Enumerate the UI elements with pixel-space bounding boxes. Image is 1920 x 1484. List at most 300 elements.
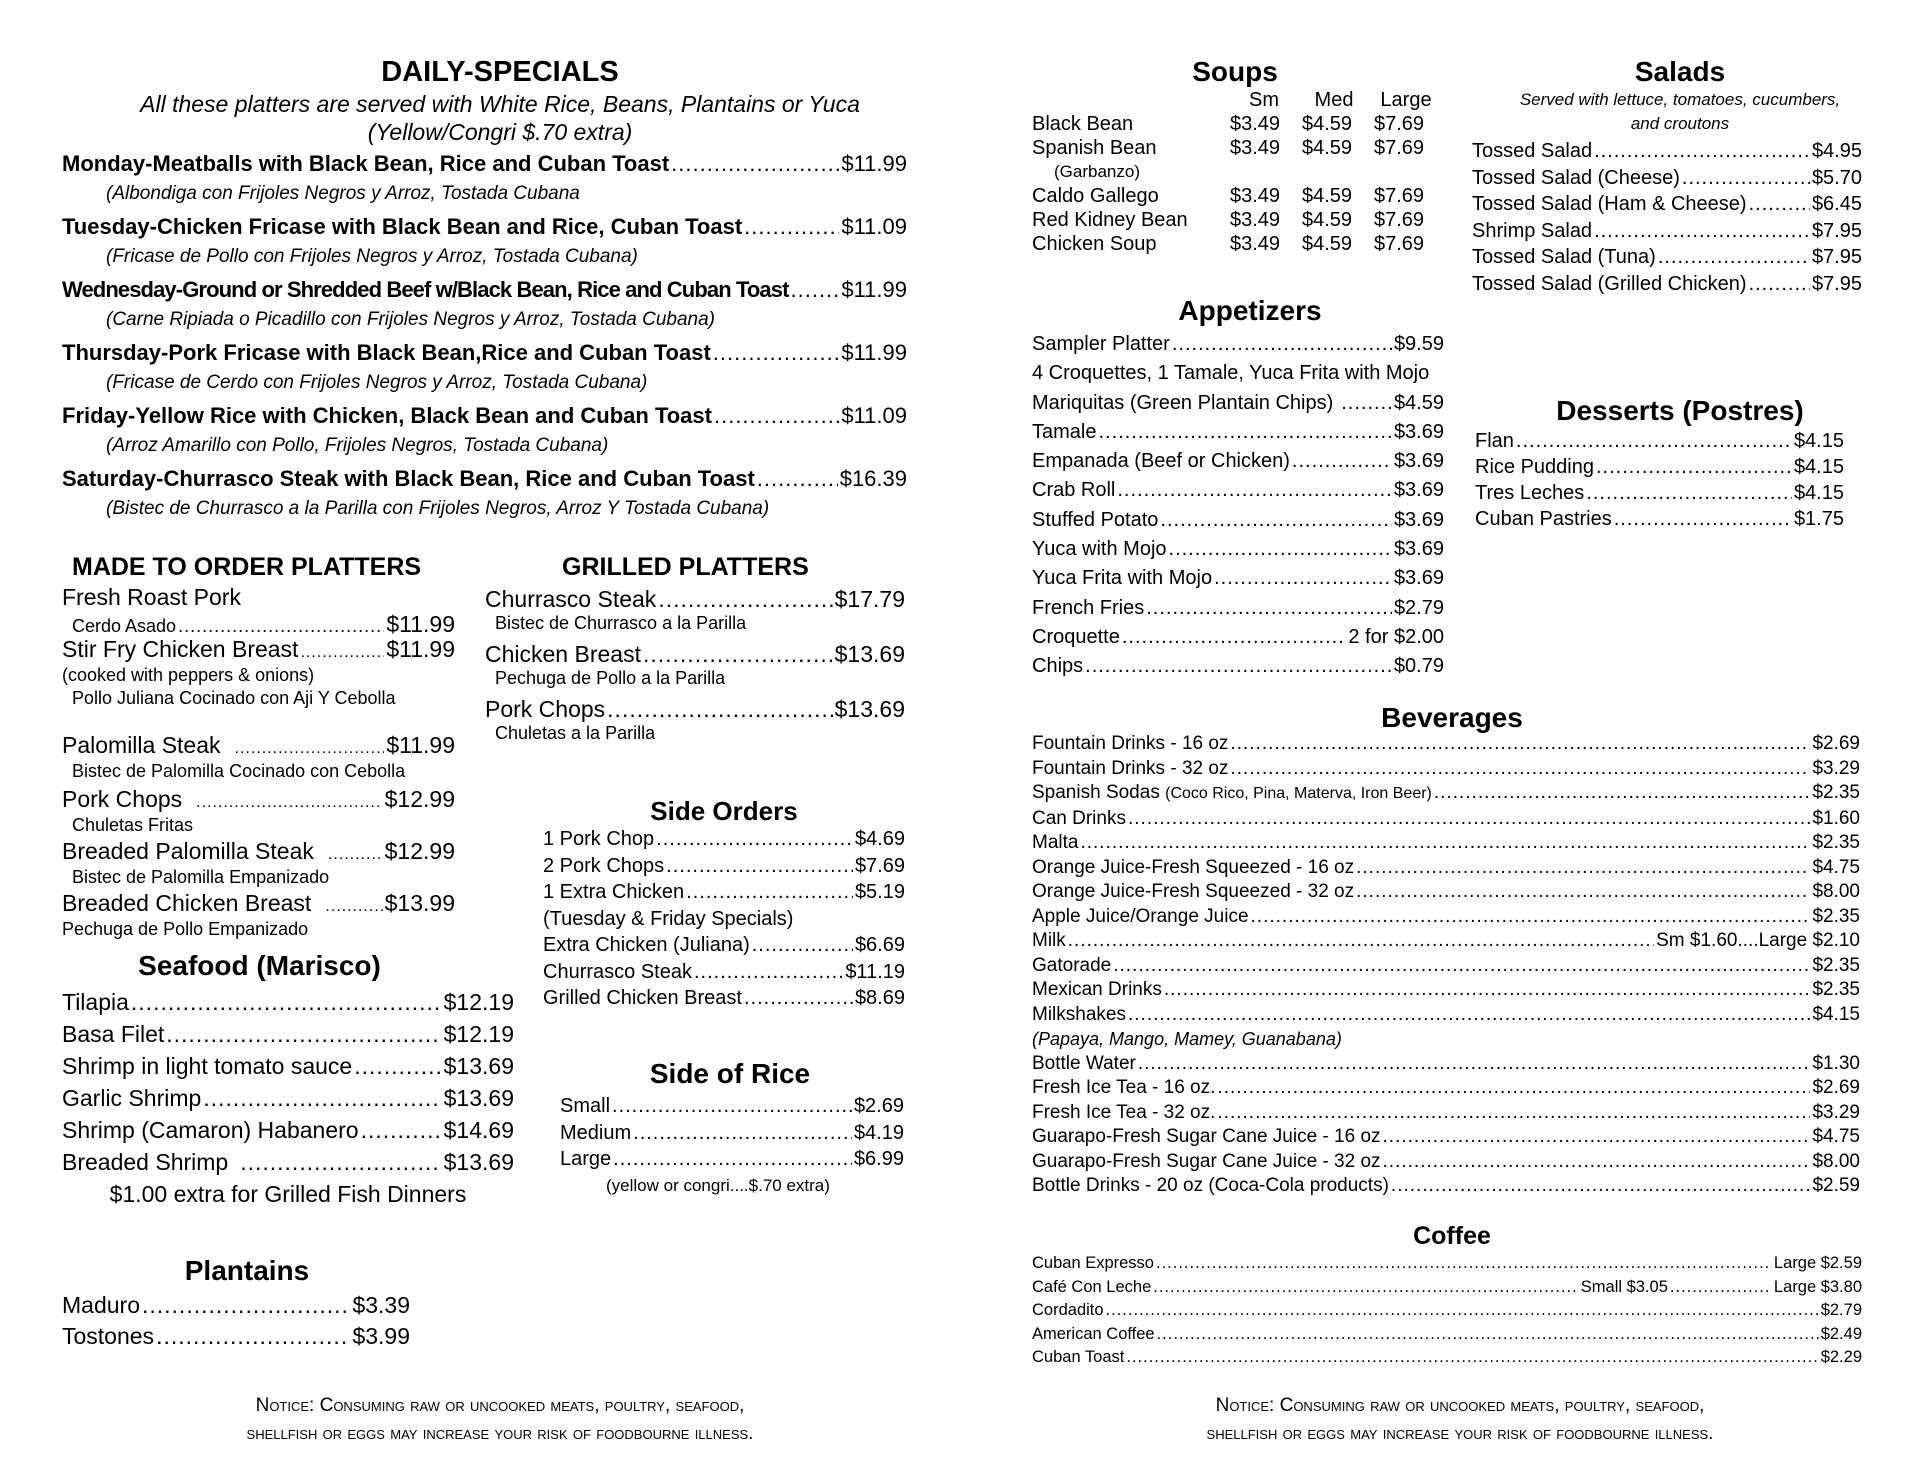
day-label: Friday: [62, 403, 129, 428]
item-name: Shrimp Salad: [1472, 219, 1593, 242]
price-sm: $3.49: [1230, 113, 1281, 135]
price: $3.69: [1393, 567, 1444, 590]
item-name: Breaded Shrimp: [62, 1149, 229, 1175]
beverage-item: [1032, 905, 1860, 930]
salads-sub-2: and croutons: [1630, 114, 1730, 133]
coffee-item: [1032, 1299, 1862, 1323]
daily-item-wednesday: Wednesday-Ground or Shredded Beef w/Black Bean, Rice and Cuban Toast ..... $11.99 (Carne Ripiada o Picadillo con Frijoles Negros y Arroz, Tostada Cubana): [62, 277, 907, 340]
beverage-item: [1032, 831, 1860, 856]
price: $2.79: [1820, 1301, 1862, 1319]
soup-row: [1032, 232, 1452, 256]
spanish-description: (Fricase de Pollo con Frijoles Negros y Arroz, Tostada Cubana): [106, 246, 638, 267]
price: $2.49: [1820, 1324, 1862, 1343]
grilled-item: [485, 586, 905, 641]
price: $1.30: [1812, 1052, 1860, 1074]
rice-item: [560, 1093, 904, 1120]
item-name: Palomilla Steak: [62, 732, 221, 758]
item-name: Gatorade: [1032, 954, 1112, 976]
seafood-item: [62, 1018, 514, 1050]
item-name: Spanish Sodas: [1032, 782, 1160, 803]
item-name: Café Con Leche: [1032, 1277, 1152, 1296]
beverage-item: [1032, 856, 1860, 881]
dish-name: Pork Fricase with Black Bean,Rice and Cuban Toast: [168, 340, 711, 365]
beverage-item: [1032, 1076, 1860, 1101]
item-name: Fountain Drinks - 32 oz: [1032, 757, 1229, 779]
day-label: Monday: [62, 151, 146, 176]
item-name: Chips: [1032, 655, 1084, 678]
dessert-item: [1475, 480, 1844, 506]
item-name: Yuca with Mojo: [1032, 538, 1167, 561]
beverage-item: [1032, 807, 1860, 832]
item-name: Fresh Roast Pork: [62, 584, 241, 610]
price: $4.15: [1793, 430, 1844, 452]
item-name: Pork Chops: [62, 786, 183, 812]
side-item: [543, 879, 905, 906]
beverage-item: [1032, 1150, 1860, 1175]
item-spanish: Pollo Juliana Cocinado con Aji Y Cebolla: [72, 688, 396, 708]
salads-sub-1: Served with lettuce, tomatoes, cucumbers,: [1519, 90, 1841, 109]
notice-line-1: Notice: Consuming raw or uncooked meats, poultry, seafood,: [1215, 1395, 1705, 1416]
price: $3.39: [352, 1292, 410, 1318]
dish-name: Churrasco Steak with Black Bean, Rice and Cuban Toast: [163, 466, 755, 491]
price-large: $7.69: [1374, 233, 1425, 255]
coffee-item: [1032, 1276, 1862, 1300]
price: $13.99: [384, 890, 455, 916]
price-large: $7.69: [1374, 113, 1425, 135]
item-name: Guarapo-Fresh Sugar Cane Juice - 32 oz: [1032, 1150, 1381, 1172]
seafood-note: $1.00 extra for Grilled Fish Dinners: [109, 1181, 467, 1207]
plantain-item: [62, 1321, 410, 1352]
price: $8.69: [854, 987, 905, 1009]
item-name: Croquette: [1032, 625, 1120, 648]
seafood-item: [62, 986, 514, 1018]
beverage-item: [1032, 732, 1860, 757]
soup-name: Chicken Soup: [1032, 233, 1157, 255]
notice-line-2: shellfish or eggs may increase your risk of foodbourne illness.: [1206, 1423, 1714, 1444]
price: $4.75: [1812, 856, 1860, 878]
item-name: Rice Pudding: [1475, 456, 1594, 478]
price-small: Small $3.05: [1580, 1277, 1668, 1296]
seafood-list: [62, 986, 514, 1210]
price: $2.59: [1812, 1175, 1860, 1196]
soups-table: [1032, 88, 1452, 256]
salad-item: [1472, 191, 1862, 218]
item-name: Cuban Pastries: [1475, 508, 1612, 530]
price: $6.69: [854, 934, 905, 956]
item-spanish: Cerdo Asado: [72, 616, 177, 636]
seafood-item: [62, 1146, 514, 1178]
salads-list: [1472, 138, 1862, 297]
item-name: American Coffee: [1032, 1324, 1155, 1343]
price: $2.35: [1812, 905, 1860, 927]
price-large: $7.69: [1374, 209, 1425, 231]
item-name: Flan: [1475, 430, 1514, 452]
appetizer-item: [1032, 535, 1444, 564]
item-name: Mariquitas (Green Plantain Chips): [1032, 391, 1334, 414]
item-spanish: Pechuga de Pollo Empanizado: [62, 919, 309, 939]
day-label: Wednesday: [62, 277, 176, 302]
price: $13.69: [834, 696, 905, 722]
soups-header: [1032, 88, 1452, 112]
item-name: Apple Juice/Orange Juice: [1032, 905, 1249, 927]
price: $6.99: [853, 1148, 904, 1170]
salad-item: [1472, 218, 1862, 245]
price: $17.79: [834, 586, 905, 612]
price: $12.19: [443, 1021, 514, 1047]
desserts-title: Desserts (Postres): [1556, 395, 1804, 426]
notice-right: [1090, 1392, 1830, 1448]
item-name: Churrasco Steak: [485, 586, 657, 612]
price: $11.99: [386, 636, 455, 662]
side-of-rice-title: Side of Rice: [649, 1058, 811, 1089]
price-sm: $3.49: [1230, 233, 1281, 255]
price: $4.19: [853, 1121, 904, 1144]
price: $13.69: [443, 1149, 514, 1175]
daily-item-thursday: Thursday-Pork Fricase with Black Bean,Rice and Cuban Toast ..... $11.99 (Fricase de Cerdo con Frijoles Negros y Arroz, Tostada Cubana): [62, 340, 907, 403]
price-med: $4.59: [1302, 137, 1353, 159]
item-name: Extra Chicken (Juliana): [543, 934, 750, 956]
price: $9.59: [1393, 333, 1444, 355]
price: $3.99: [352, 1323, 410, 1349]
soup-name: Caldo Gallego: [1032, 185, 1159, 207]
item-name: Guarapo-Fresh Sugar Cane Juice - 16 oz: [1032, 1126, 1381, 1147]
item-name: Fountain Drinks - 16 oz: [1032, 733, 1229, 754]
price: $4.15: [1812, 1003, 1860, 1025]
appetizers-list: [1032, 330, 1452, 682]
price: $12.99: [384, 786, 455, 812]
item-spanish: Chuletas Fritas: [72, 815, 194, 835]
item-name: Tossed Salad (Tuna): [1472, 246, 1656, 268]
appetizer-item: [1032, 594, 1444, 623]
item-spanish: Bistec de Palomilla Empanizado: [72, 867, 330, 887]
item-name: French Fries: [1032, 596, 1145, 619]
made-item: [62, 786, 455, 838]
price: $4.15: [1793, 456, 1844, 478]
soup-row: [1032, 112, 1452, 136]
beverage-item: [1032, 1174, 1860, 1199]
item-name: Orange Juice-Fresh Squeezed - 16 oz: [1032, 856, 1355, 878]
item-name: Medium: [560, 1121, 632, 1144]
item-name: 2 Pork Chops: [543, 854, 665, 877]
daily-item-tuesday: Tuesday-Chicken Fricase with Black Bean and Rice, Cuban Toast ..... $11.09 (Fricase de Pollo con Frijoles Negros y Arroz, Tostada Cubana): [62, 214, 907, 277]
rice-note: (yellow or congri....$.70 extra): [606, 1175, 830, 1195]
price: $2.79: [1393, 596, 1444, 619]
price: $3.69: [1393, 420, 1444, 443]
price: $4.15: [1793, 482, 1844, 504]
soup-sub: (Garbanzo): [1054, 162, 1140, 181]
item-name: Empanada (Beef or Chicken): [1032, 450, 1290, 473]
item-spanish: Chuletas a la Parilla: [495, 723, 656, 743]
item-name: Tres Leches: [1475, 482, 1585, 504]
item-name: Can Drinks: [1032, 807, 1126, 829]
price: $3.69: [1393, 538, 1444, 561]
beverage-item: [1032, 880, 1860, 905]
grilled-platters-list: [485, 586, 905, 751]
price: $11.99: [386, 732, 455, 758]
rice-item: [560, 1120, 904, 1147]
made-item: [62, 584, 455, 636]
spanish-description: (Fricase de Cerdo con Frijoles Negros y Arroz, Tostada Cubana): [106, 372, 648, 393]
side-item: [543, 959, 905, 986]
daily-item-saturday: Saturday-Churrasco Steak with Black Bean, Rice and Cuban Toast ..... $16.39 (Bistec de Churrasco a la Parilla con Frijoles Negros, Arroz Y Tostada Cubana): [62, 466, 907, 529]
item-name: Tossed Salad (Grilled Chicken): [1472, 272, 1747, 295]
price: $2.35: [1812, 782, 1860, 803]
header-large: Large: [1380, 89, 1432, 111]
item-name: Fresh Ice Tea - 32 oz.: [1032, 1101, 1216, 1123]
appetizer-item: [1032, 389, 1444, 418]
item-name: Sampler Platter: [1032, 333, 1170, 355]
price: $8.00: [1812, 881, 1860, 902]
item-name: Stir Fry Chicken Breast: [62, 636, 299, 662]
notice-line-1: Notice: Consuming raw or uncooked meats, poultry, seafood,: [255, 1395, 745, 1416]
made-item: [62, 838, 455, 890]
soup-row: [1032, 184, 1452, 208]
price: 2 for $2.00: [1348, 625, 1444, 648]
plantains-list: [62, 1290, 410, 1352]
price: $16.39: [839, 466, 907, 491]
side-item: [543, 826, 905, 853]
dish-name: Ground or Shredded Beef w/Black Bean, Rice and Cuban Toast: [182, 277, 789, 302]
price: $7.95: [1811, 219, 1862, 242]
price: $3.69: [1393, 479, 1444, 502]
side-orders-list: [543, 826, 905, 1012]
price: $6.45: [1811, 193, 1862, 215]
grilled-item: [485, 696, 905, 751]
price: $2.29: [1820, 1348, 1862, 1366]
seafood-item: [62, 1082, 514, 1114]
spanish-description: (Arroz Amarillo con Pollo, Frijoles Negros, Tostada Cubana): [106, 435, 609, 456]
milkshake-flavors: (Papaya, Mango, Mamey, Guanabana): [1032, 1029, 1342, 1049]
item-name: Cordadito: [1032, 1301, 1104, 1319]
grilled-item: [485, 641, 905, 696]
dessert-item: [1475, 506, 1844, 532]
price-med: $4.59: [1302, 209, 1353, 231]
item-name: 1 Extra Chicken: [543, 881, 685, 903]
price: $11.09: [841, 403, 907, 428]
appetizer-item: [1032, 476, 1444, 505]
day-label: Tuesday: [62, 214, 150, 239]
beverage-item: [1032, 1101, 1860, 1126]
price: $3.29: [1812, 1101, 1860, 1123]
side-of-rice-list: [560, 1093, 904, 1199]
beverages-title: Beverages: [1381, 702, 1523, 733]
price: $2.69: [1812, 733, 1860, 754]
soup-name: Black Bean: [1032, 113, 1134, 135]
item-name: Fresh Ice Tea - 16 oz.: [1032, 1077, 1216, 1098]
price: $2.35: [1812, 832, 1860, 853]
side-item-note: (Tuesday & Friday Specials): [543, 907, 794, 930]
price-sm: $3.49: [1230, 137, 1281, 159]
price-large: $7.69: [1374, 137, 1425, 159]
price: $11.19: [845, 960, 905, 983]
soup-name: Spanish Bean: [1032, 137, 1157, 159]
day-label: Saturday: [62, 466, 157, 491]
daily-item-friday: Friday-Yellow Rice with Chicken, Black Bean and Cuban Toast ..... $11.09 (Arroz Amarillo con Pollo, Frijoles Negros, Tostada Cubana): [62, 403, 907, 466]
price: $5.19: [854, 881, 905, 903]
price: $2.35: [1812, 979, 1860, 1000]
item-name: Bottle Drinks - 20 oz (Coca-Cola products): [1032, 1175, 1389, 1196]
side-item: [543, 932, 905, 959]
item-name: Milk: [1032, 930, 1066, 951]
item-name: Cuban Expresso: [1032, 1254, 1154, 1272]
dish-name: Chicken Fricase with Black Bean and Rice, Cuban Toast: [156, 214, 743, 239]
price: $3.69: [1393, 450, 1444, 473]
item-name: Tossed Salad (Ham & Cheese): [1472, 193, 1747, 215]
price: $11.99: [841, 151, 907, 176]
daily-specials-subtitle: [60, 90, 940, 146]
item-spanish: Bistec de Palomilla Cocinado con Cebolla: [72, 761, 406, 781]
price: $12.19: [443, 989, 514, 1015]
price: $3.69: [1393, 508, 1444, 531]
price: $11.99: [841, 277, 907, 302]
beverage-item: [1032, 978, 1860, 1003]
subtitle-line-1: All these platters are served with White Rice, Beans, Plantains or Yuca: [140, 91, 860, 117]
daily-item-monday: Monday-Meatballs with Black Bean, Rice and Cuban Toast ..... $11.99 (Albondiga con Frijoles Negros y Arroz, Tostada Cubana: [62, 151, 907, 214]
price: $4.75: [1812, 1126, 1860, 1147]
appetizer-item: [1032, 418, 1444, 447]
made-to-order-list: [62, 584, 455, 942]
item-note: (cooked with peppers & onions): [62, 665, 315, 685]
price-med: $4.59: [1302, 185, 1353, 207]
price: $13.69: [834, 641, 905, 667]
item-name: Tossed Salad (Cheese): [1472, 166, 1680, 189]
salads-title: Salads: [1634, 56, 1726, 87]
salad-item: [1472, 165, 1862, 192]
price: $1.75: [1793, 508, 1844, 530]
price: $2.69: [853, 1095, 904, 1117]
item-name: Tilapia: [62, 989, 129, 1015]
coffee-list: [1032, 1252, 1862, 1370]
item-name: Breaded Chicken Breast: [62, 890, 312, 916]
price: $5.70: [1811, 166, 1862, 189]
seafood-item: [62, 1114, 514, 1146]
item-name: Churrasco Steak: [543, 960, 692, 983]
side-orders-title: Side Orders: [650, 796, 798, 826]
beverages-list: [1032, 732, 1860, 1199]
item-name: Cuban Toast: [1032, 1348, 1125, 1366]
item-name: Yuca Frita with Mojo: [1032, 567, 1213, 590]
price: Large $2.59: [1773, 1254, 1862, 1272]
item-detail: (Coco Rico, Pina, Materva, Iron Beer): [1165, 785, 1432, 802]
notice-line-2: shellfish or eggs may increase your risk of foodbourne illness.: [246, 1423, 754, 1444]
item-name: Orange Juice-Fresh Squeezed - 32 oz: [1032, 881, 1355, 902]
seafood-title: Seafood (Marisco): [138, 950, 381, 981]
price: $7.69: [854, 854, 905, 877]
soups-title: Soups: [1192, 56, 1278, 87]
price: $7.95: [1811, 246, 1862, 268]
price: $8.00: [1812, 1150, 1860, 1172]
price: $11.99: [386, 611, 455, 637]
item-name: Breaded Palomilla Steak: [62, 838, 314, 864]
price: $2.35: [1812, 954, 1860, 976]
item-name: Tossed Salad: [1472, 140, 1593, 162]
price: $4.59: [1393, 391, 1444, 414]
dessert-item: [1475, 428, 1844, 454]
item-name: Milkshakes: [1032, 1003, 1126, 1025]
beverage-item: [1032, 954, 1860, 979]
plantain-item: [62, 1290, 410, 1321]
price-large: Large $3.80: [1773, 1277, 1862, 1296]
appetizer-item: [1032, 447, 1444, 476]
price-sm: $3.49: [1230, 185, 1281, 207]
item-spanish: Bistec de Churrasco a la Parilla: [495, 613, 747, 633]
item-name: Shrimp in light tomato sauce: [62, 1053, 353, 1079]
spanish-description: (Bistec de Churrasco a la Parilla con Frijoles Negros, Arroz Y Tostada Cubana): [106, 498, 770, 519]
side-item: [543, 985, 905, 1012]
price-med: $4.59: [1302, 233, 1353, 255]
item-name: Stuffed Potato: [1032, 508, 1159, 531]
item-spanish: Pechuga de Pollo a la Parilla: [495, 668, 726, 688]
item-name: Garlic Shrimp: [62, 1085, 202, 1111]
spanish-description: (Carne Ripiada o Picadillo con Frijoles Negros y Arroz, Tostada Cubana): [106, 309, 715, 330]
price-med: $4.59: [1302, 113, 1353, 135]
grilled-platters-title: GRILLED PLATTERS: [562, 553, 809, 581]
beverage-item: [1032, 1125, 1860, 1150]
item-name: Basa Filet: [62, 1021, 165, 1047]
appetizer-sampler-note: 4 Croquettes, 1 Tamale, Yuca Frita with Mojo: [1032, 362, 1430, 385]
beverage-item: [1032, 1003, 1860, 1028]
header-sm: Sm: [1249, 89, 1279, 111]
item-name: Mexican Drinks: [1032, 979, 1162, 1000]
item-name: Crab Roll: [1032, 479, 1116, 502]
beverage-item: [1032, 929, 1860, 954]
salad-item: [1472, 271, 1862, 298]
dessert-item: [1475, 454, 1844, 480]
day-label: Thursday: [62, 340, 162, 365]
salad-item: [1472, 244, 1862, 271]
item-name: Chicken Breast: [485, 641, 641, 667]
price: $4.95: [1811, 140, 1862, 162]
salads-subtitle: [1470, 88, 1890, 136]
appetizer-item: [1032, 506, 1444, 535]
made-item: [62, 732, 455, 786]
item-name: Bottle Water: [1032, 1052, 1136, 1074]
coffee-item: [1032, 1323, 1862, 1347]
price: $1.60: [1812, 807, 1860, 829]
beverage-item: [1032, 781, 1860, 807]
appetizer-item: [1032, 564, 1444, 593]
price: $2.69: [1812, 1077, 1860, 1098]
price: Sm $1.60....Large $2.10: [1656, 930, 1860, 951]
made-item: [62, 636, 455, 732]
dish-name: Meatballs with Black Bean, Rice and Cuban Toast: [152, 151, 670, 176]
price: $13.69: [443, 1085, 514, 1111]
item-name: Large: [560, 1148, 612, 1170]
price: $11.99: [841, 340, 907, 365]
price: $11.09: [841, 214, 907, 239]
item-name: Pork Chops: [485, 696, 606, 722]
price: $13.69: [443, 1053, 514, 1079]
made-to-order-title: MADE TO ORDER PLATTERS: [72, 553, 422, 581]
appetizer-item: [1032, 652, 1444, 681]
side-item: [543, 853, 905, 880]
dish-name: Yellow Rice with Chicken, Black Bean and Cuban Toast: [135, 403, 712, 428]
daily-specials-title: DAILY-SPECIALS: [381, 56, 619, 88]
soup-name: Red Kidney Bean: [1032, 209, 1188, 231]
price: $3.29: [1812, 757, 1860, 779]
rice-item: [560, 1146, 904, 1173]
price: $4.69: [854, 828, 905, 850]
appetizers-title: Appetizers: [1178, 295, 1322, 326]
subtitle-line-2: (Yellow/Congri $.70 extra): [367, 119, 633, 145]
coffee-item: [1032, 1252, 1862, 1276]
salad-item: [1472, 138, 1862, 165]
made-item: [62, 890, 455, 942]
item-name: Tostones: [62, 1323, 155, 1349]
appetizer-item: [1032, 330, 1444, 359]
coffee-item: [1032, 1346, 1862, 1370]
beverage-item: [1032, 757, 1860, 782]
